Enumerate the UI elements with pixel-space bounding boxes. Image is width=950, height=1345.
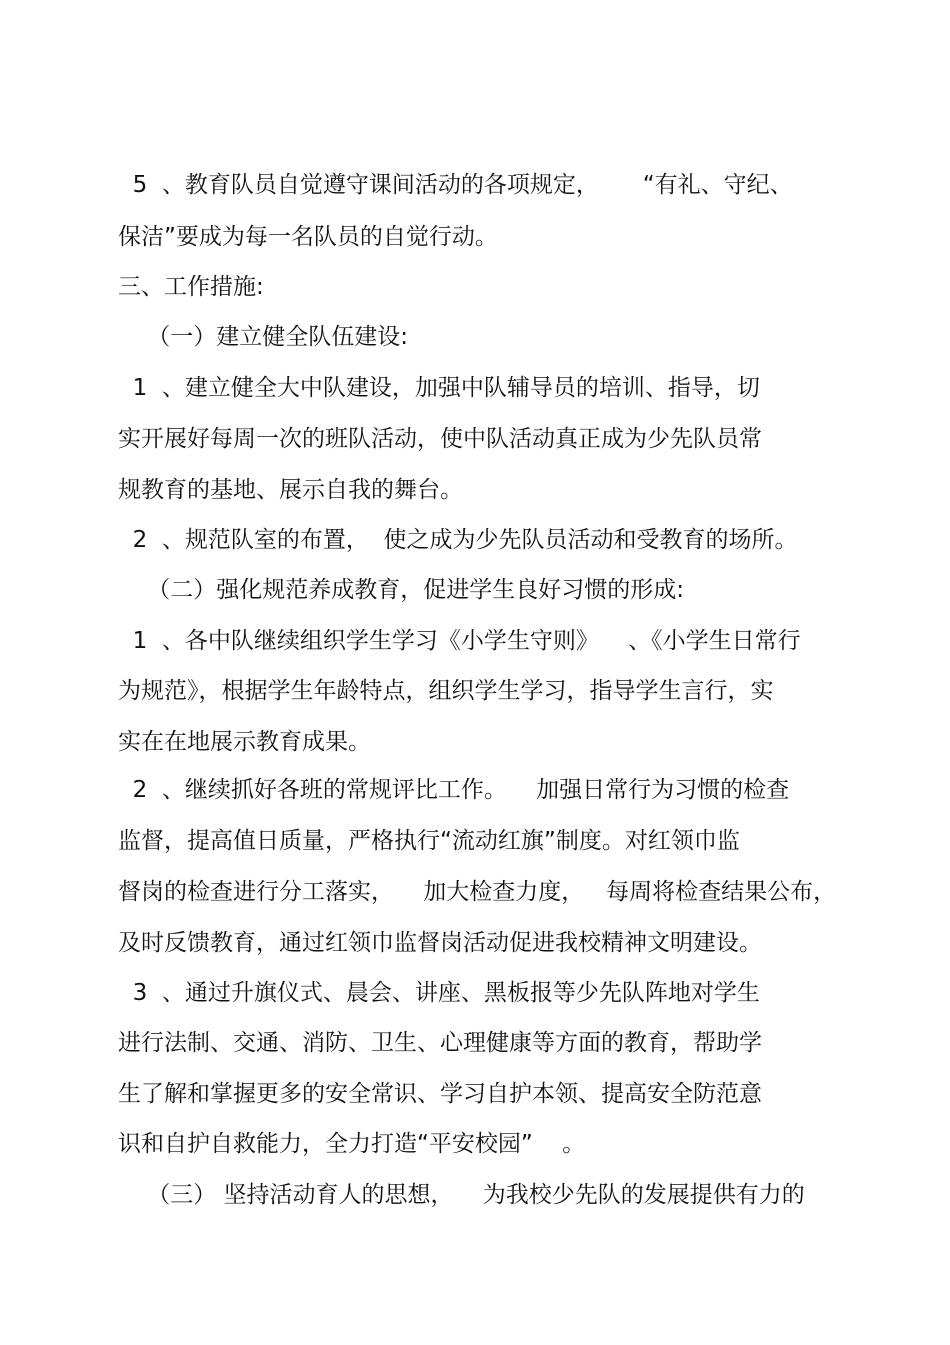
paragraph-line: 5 、教育队员自觉遵守课间活动的各项规定， “有礼、守纪、 [118,172,793,198]
paragraph-line: 识和自护自救能力，全力打造“平安校园” 。 [118,1131,586,1157]
paragraph-line: 1 、各中队继续组织学生学习《小学生守则》 、《小学生日常行 [118,628,801,654]
subsection-heading: （一）建立健全队伍建设: [118,324,408,350]
paragraph-line: 进行法制、交通、消防、卫生、心理健康等方面的教育，帮助学 [118,1030,762,1056]
section-heading: 三、工作措施: [118,274,264,300]
paragraph-line: 为规范》，根据学生年龄特点，组织学生学习，指导学生言行，实 [118,678,774,704]
paragraph-line: 2 、继续抓好各班的常规评比工作。 加强日常行为习惯的检查 [118,777,790,803]
paragraph-line: 1 、建立健全大中队建设，加强中队辅导员的培训、指导，切 [118,375,760,401]
paragraph-line: 实在在地展示教育成果。 [118,729,371,755]
paragraph-line: 2 、规范队室的布置， 使之成为少先队员活动和受教育的场所。 [118,527,798,553]
paragraph-line: 及时反馈教育，通过红领巾监督岗活动促进我校精神文明建设。 [118,930,762,956]
paragraph-line: 规教育的基地、展示自我的舞台。 [118,477,463,503]
subsection-heading: （三） 坚持活动育人的思想， 为我校少先队的发展提供有力的 [118,1182,805,1208]
paragraph-line: 3 、通过升旗仪式、晨会、讲座、黑板报等少先队阵地对学生 [118,980,760,1006]
paragraph-line: 实开展好每周一次的班队活动，使中队活动真正成为少先队员常 [118,426,762,452]
paragraph-line: 监督，提高值日质量，严格执行“流动红旗”制度。对红领巾监 [118,828,740,854]
subsection-heading: （二）强化规范养成教育，促进学生良好习惯的形成: [118,577,684,603]
paragraph-line: 保洁”要成为每一名队员的自觉行动。 [118,224,498,250]
paragraph-line: 生了解和掌握更多的安全常识、学习自护本领、提高安全防范意 [118,1081,762,1107]
paragraph-line: 督岗的检查进行分工落实， 加大检查力度， 每周将检查结果公布， [118,879,837,905]
